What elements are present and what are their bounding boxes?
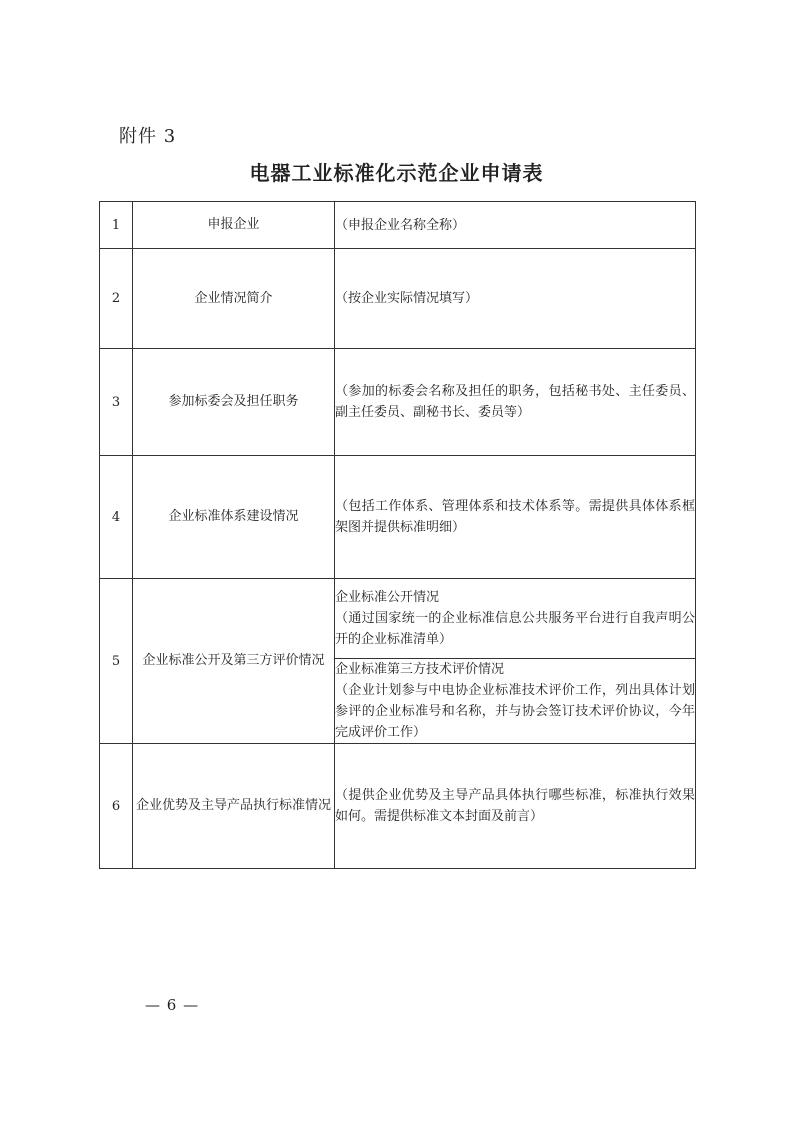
row-description: （包括工作体系、管理体系和技术体系等。需提供具体体系框架图并提供标准明细） <box>335 456 696 579</box>
attachment-label: 附件 3 <box>119 126 177 147</box>
subsection-heading: 企业标准公开情况 <box>335 590 440 605</box>
row-subsection <box>335 579 696 659</box>
row-item-label: 企业情况简介 <box>133 249 335 349</box>
row-description: （按企业实际情况填写） <box>335 249 696 349</box>
row-item-label: 企业标准公开及第三方评价情况 <box>133 579 335 744</box>
form-title: 电器工业标准化示范企业申请表 <box>249 161 544 185</box>
row-item-label: 参加标委会及担任职务 <box>133 349 335 456</box>
table-row <box>100 202 696 249</box>
row-number: 1 <box>100 202 133 249</box>
row-item-label: 申报企业 <box>133 202 335 249</box>
application-table <box>99 201 696 869</box>
table-row <box>100 456 696 579</box>
row-description: （提供企业优势及主导产品具体执行哪些标准，标准执行效果如何。需提供标准文本封面及前言） <box>335 744 696 869</box>
table-row <box>100 744 696 869</box>
row-item-label: 企业标准体系建设情况 <box>133 456 335 579</box>
row-number: 3 <box>100 349 133 456</box>
subsection-description: （通过国家统一的企业标准信息公共服务平台进行自我声明公开的企业标准清单） <box>335 611 695 647</box>
row-subsection <box>335 659 696 744</box>
table-row <box>100 349 696 456</box>
table-row <box>100 249 696 349</box>
table-row <box>100 579 696 659</box>
row-number: 6 <box>100 744 133 869</box>
row-item-label: 企业优势及主导产品执行标准情况 <box>133 744 335 869</box>
row-number: 4 <box>100 456 133 579</box>
subsection-heading: 企业标准第三方技术评价情况 <box>335 662 505 677</box>
subsection-description: （企业计划参与中电协企业标准技术评价工作，列出具体计划参评的企业标准号和名称，并与协会签订技术评价协议，今年完成评价工作） <box>335 683 695 740</box>
row-description: （参加的标委会名称及担任的职务，包括秘书处、主任委员、副主任委员、副秘书长、委员等） <box>335 349 696 456</box>
row-description: （申报企业名称全称） <box>335 202 696 249</box>
row-number: 2 <box>100 249 133 349</box>
page-number: — 6 — <box>145 996 200 1014</box>
row-number: 5 <box>100 579 133 744</box>
